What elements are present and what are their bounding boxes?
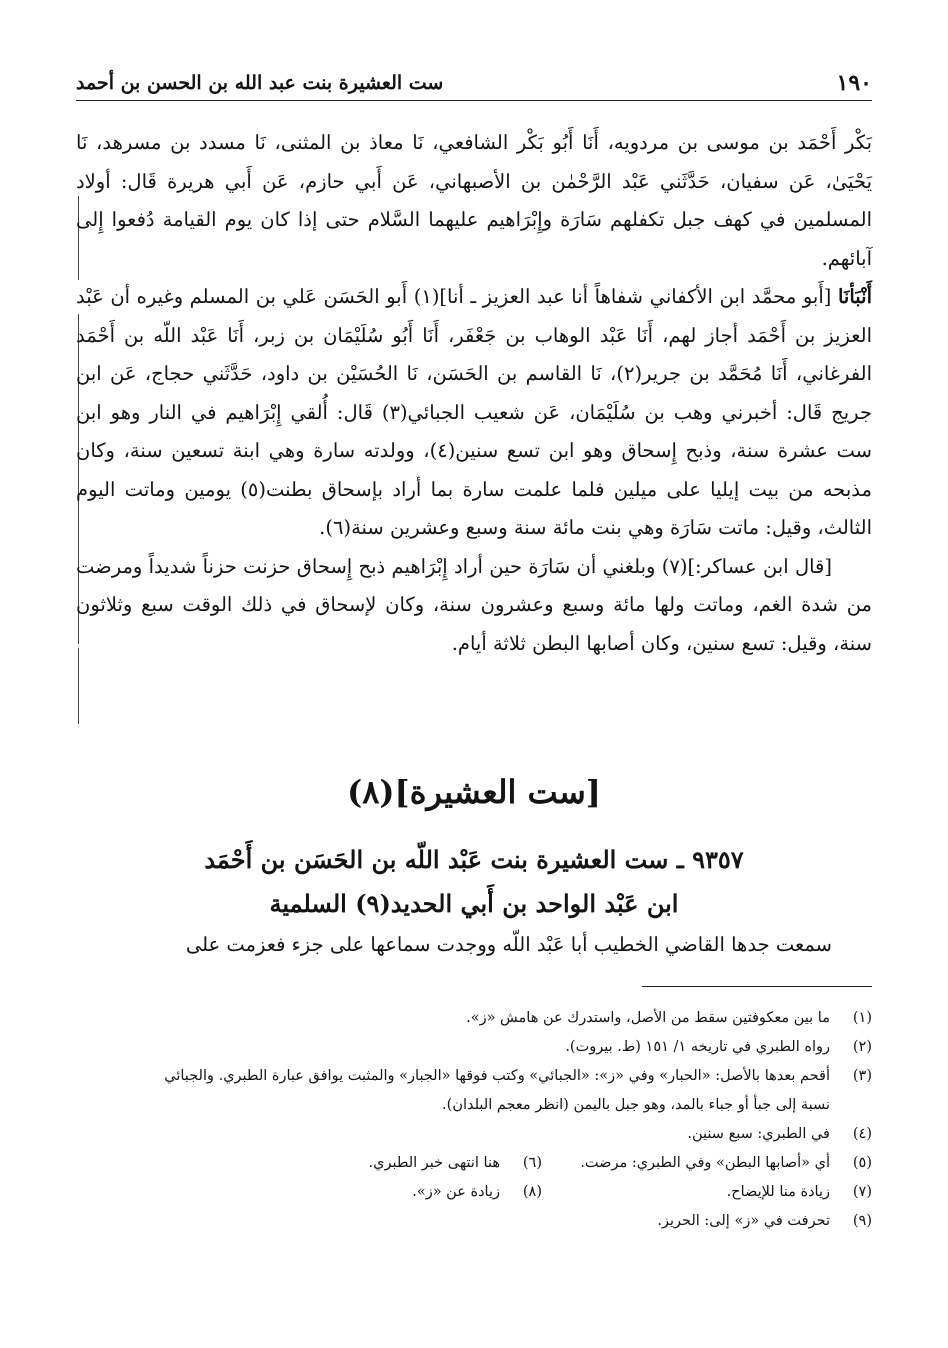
footnote-continuation: نسبة إلى جبأ أو جباء بالمد، وهو جبل باليمن (انظر معجم البلدان). [442,1097,830,1113]
footnote-text: أقحم بعدها بالأصل: «الحبار» وفي «ز»: «الجبائي» وكتب فوقها «الجبار» والمثبت يوافق عبارة الطبري. والجبائي [164,1068,830,1084]
entry-title-line: ابن عَبْد الواحد بن أَبي الحديد(٩) السلمية [269,889,679,918]
footnotes [76,1004,872,1236]
footnote-row [76,1149,872,1178]
footnote [542,1149,872,1178]
footnote [212,1149,542,1178]
footnote-text: رواه الطبري في تاريخه ١/ ١٥١ (ط. بيروت). [565,1039,830,1055]
paragraph [76,548,872,664]
page-number: ١٩٠ [836,70,872,96]
footnote-text: ما بين معكوفتين سقط من الأصل، واستدرك عن هامش «ز». [466,1010,830,1026]
footnote-number: (٦) [522,1155,542,1171]
footnote-number: (٢) [852,1039,872,1055]
footnote [76,1004,872,1033]
entry-title-line: ٩٣٥٧ ـ ست العشيرة بنت عَبْد اللّه بن الحَسَن بن أَحْمَد [204,845,744,874]
footnote-row [76,1178,872,1207]
footnote-text: زيادة عن «ز». [412,1184,500,1200]
entry-title [76,838,872,926]
footnote-number: (٥) [852,1155,872,1171]
footnote-divider [642,986,872,987]
main-text [76,124,872,663]
footnote-number: (٤) [852,1126,872,1142]
footnote [76,1062,872,1091]
paragraph-text: بَكْر أَحْمَد بن موسى بن مردويه، أَنَا أَبُو بَكْر الشافعي، نَا معاذ بن المثنى، نَا مسدد بن مسرهد، نَا يَحْيَىٰ، عَن سفيان، حَدَّثَني عَبْد الرَّحْمٰن بن الأصبهاني، عَن أَبي حازم، عَن أَبي هريرة قَال: أولاد المسلمين في كهف جبل تكفلهم سَارَة وإِبْرَاهيم عليهما السَّلام حتى إذا كان يوم القيامة دُفعوا إِلى آبائهم. [76,131,872,270]
paragraph-text: [قال ابن عساكر:](٧) وبلغني أن سَارَة حين أراد إِبْرَاهيم ذبح إِسحاق حزنت حزناً شديداً ومرضت من شدة الغم، وماتت ولها مائة وسبع وعشرون سنة، وكان لإسحاق في ذلك الوقت سبع وثلاثون سنة، وقيل: تسع سنين، وكان أصابها البطن ثلاثة أيام. [76,554,872,655]
footnote-number: (٧) [852,1184,872,1200]
running-head: ست العشيرة بنت عبد الله بن الحسن بن أحمد [76,72,444,94]
footnote-number: (٣) [852,1068,872,1084]
entry-text: سمعت جدها القاضي الخطيب أبا عَبْد اللّه ووجدت سماعها على جزء فعزمت على [185,933,832,956]
section-title: [ست العشيرة](٨) [347,773,601,811]
footnote-number: (٨) [522,1184,542,1200]
paragraph [76,278,872,548]
footnote [542,1178,872,1207]
paragraph-text: [أَبو محمَّد ابن الأكفاني شفاهاً أنا عبد العزيز ـ أنا](١) أَبو الحَسَن عَلي بن المسلم وغيره أن عَبْد العزيز بن أَحْمَد أجاز لهم، أَنَا عَبْد الوهاب بن جَعْفَر، أَنَا أَبُو سُلَيْمَان بن زبر، أَنَا عَبْد اللّه بن أَحْمَد الفرغاني، أَنَا مُحَمَّد بن جرير(٢)، نَا القاسم بن الحَسَن، نَا الحُسَيْن بن داود، حَدَّثَني حجاج، عَن ابن جريج قَال: أخبرني وهب بن سُلَيْمَان، عَن شعيب الجبائي(٣) قَال: أُلقي إِبْرَاهيم في النار وهو ابن ست عشرة سنة، وذبح إِسحاق وهو ابن تسع سنين(٤)، وولدته سارة وهي ابنة تسعين سنة، وكان مذبحه من بيت إيليا على ميلين فلما علمت سارة بما أراد بإسحاق بطنت(٥) يومين وماتت اليوم الثالث، وقيل: ماتت سَارَة وهي بنت مائة سنة وسبع وعشرين سنة(٦). [76,285,872,539]
paragraph [76,124,872,278]
footnote [76,1207,872,1236]
footnote-number: (١) [852,1010,872,1026]
page-header [76,66,872,101]
footnote [76,1120,872,1149]
footnote [212,1178,542,1207]
footnote-text: زيادة منا للإيضاح. [726,1184,830,1200]
footnote-text: أي «أصابها البطن» وفي الطبري: مرضت. [580,1155,830,1171]
footnote-text: تحرفت في «ز» إلى: الحريز. [657,1213,830,1229]
footnote-text: هنا انتهى خبر الطبري. [368,1155,500,1171]
footnote [76,1033,872,1062]
paragraph-lead: أَنْبَأنَا [837,285,872,308]
footnote-text: في الطبري: سبع سنين. [687,1126,830,1142]
footnote-number: (٩) [852,1213,872,1229]
